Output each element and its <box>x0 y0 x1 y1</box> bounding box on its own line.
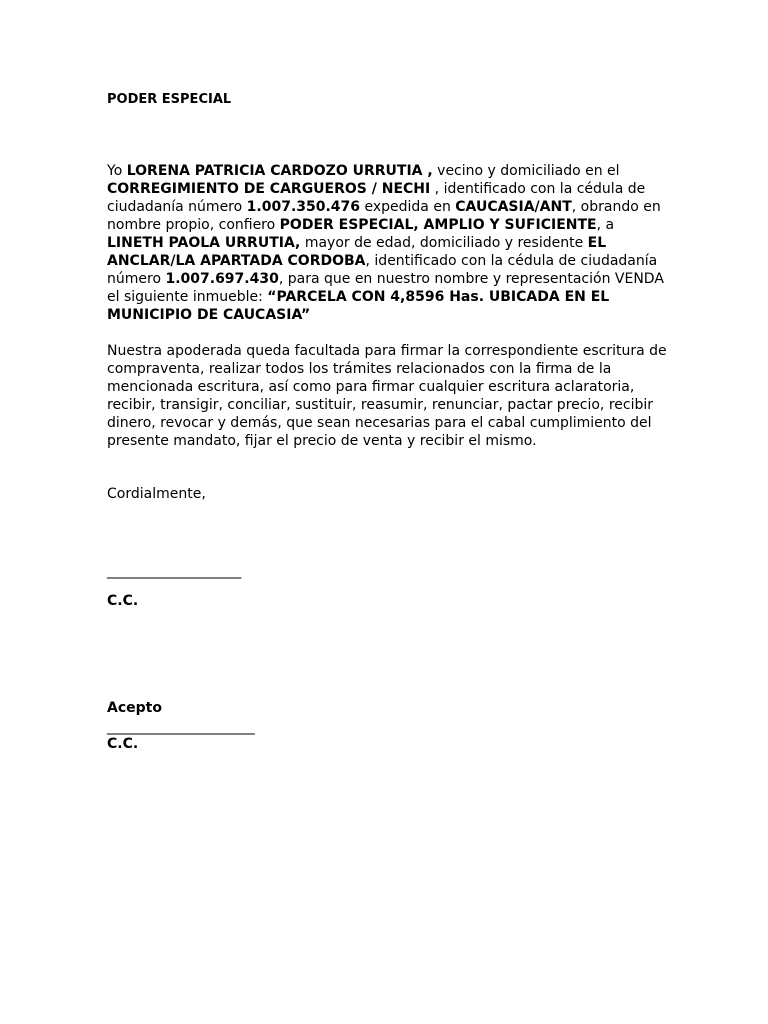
closing-text: Cordialmente, <box>107 486 206 502</box>
acceptance-label: Acepto <box>107 700 162 716</box>
acceptance-signature-line: ______________________ <box>107 719 255 735</box>
property-description: “PARCELA CON 4,8596 Has. UBICADA EN EL MUNICIPIO DE CAUCASIA” <box>107 289 610 323</box>
signature-line: ____________________ <box>107 563 242 579</box>
attorney-name: LINETH PAOLA URRUTIA, <box>107 235 301 251</box>
attorney-location: EL ANCLAR/LA APARTADA CORDOBA <box>107 235 607 269</box>
grantor-id-place: CAUCASIA/ANT <box>455 199 572 215</box>
attorney-id: 1.007.697.430 <box>165 271 279 287</box>
document-title: PODER ESPECIAL <box>107 92 232 107</box>
grantor-location: CORREGIMIENTO DE CARGUEROS / NECHI <box>107 181 431 197</box>
grantor-name: LORENA PATRICIA CARDOZO URRUTIA , <box>126 163 433 179</box>
power-type: PODER ESPECIAL, AMPLIO Y SUFICIENTE <box>279 217 597 233</box>
grant-paragraph: Yo LORENA PATRICIA CARDOZO URRUTIA , vecino y domiciliado en el CORREGIMIENTO DE CARGUEROS / NECHI , identificado con la cédula de ciudadanía número 1.007.350.476 expedida en CAUCASIA/ANT, obrando en nombre propio, confiero PODER ESPECIAL, AMPLIO Y SUFICIENTE, a LINETH PAOLA URRUTIA, mayor de edad, domiciliado y residente EL ANCLAR/LA APARTADA CORDOBA, identificado con la cédula de ciudadanía número 1.007.697.430, para que en nuestro nombre y representación VENDA el siguiente inmueble: “PARCELA CON 4,8596 Has. UBICADA EN EL MUNICIPIO DE CAUCASIA” <box>107 163 664 323</box>
cc-label: C.C. <box>107 593 139 609</box>
powers-paragraph: Nuestra apoderada queda facultada para firmar la correspondiente escritura de compraventa, realizar todos los trámites relacionados con la firma de la mencionada escritura, así como para firmar cualquier escritura aclaratoria, recibir, transigir, conciliar, sustituir, reasumir, renunciar, pactar precio, recibir dinero, revocar y demás, que sean necesarias para el cabal cumplimiento del presente mandato, fijar el precio de venta y recibir el mismo. <box>107 343 667 449</box>
acceptance-cc-label: C.C. <box>107 736 139 752</box>
grantor-id: 1.007.350.476 <box>246 199 361 215</box>
